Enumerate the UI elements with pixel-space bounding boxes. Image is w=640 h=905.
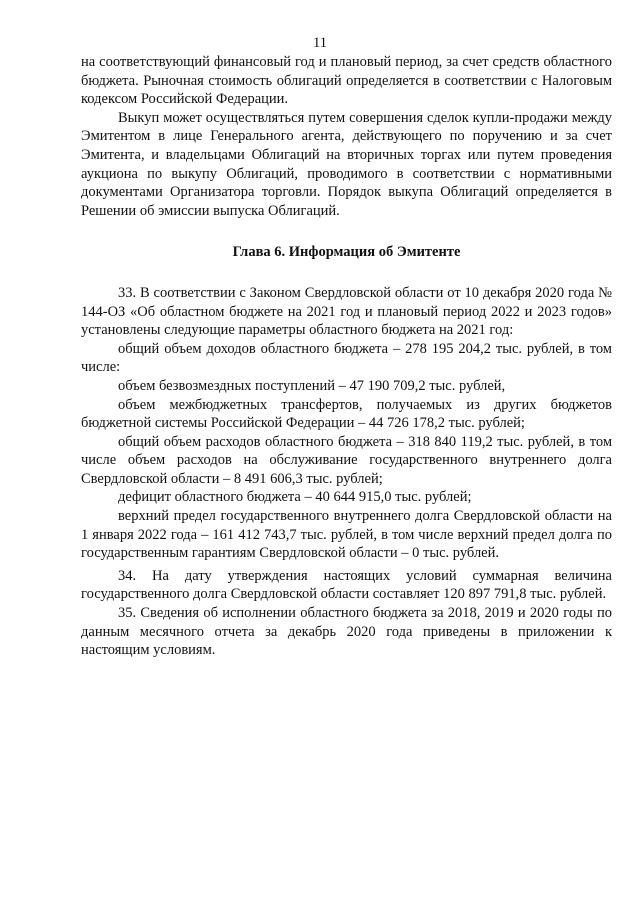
budget-transfers: объем межбюджетных трансфертов, получаемых из других бюджетов бюджетной системы Российской Федерации – 44 726 178,2 тыс. рублей;: [81, 396, 612, 432]
budget-deficit: дефицит областного бюджета – 40 644 915,0 тыс. рублей;: [118, 489, 472, 506]
budget-gratuitous-receipts: объем безвозмездных поступлений – 47 190 709,2 тыс. рублей,: [118, 377, 506, 394]
paragraph-redemption-cost: на соответствующий финансовый год и плановый период, за счет средств областного бюджета. Рыночная стоимость облигаций определяется в соответствии с Налоговым кодексом Российской Федерации.: [81, 54, 612, 108]
paragraph-33: 33. В соответствии с Законом Свердловской области от 10 декабря 2020 года № 144-ОЗ «Об областном бюджете на 2021 год и плановый период 2022 и 2023 годов» установлены следующие параметры областного бюджета на 2021 год:: [81, 284, 612, 339]
budget-income: общий объем доходов областного бюджета – 278 195 204,2 тыс. рублей, в том числе:: [81, 340, 612, 376]
document-body: [81, 53, 612, 660]
page-number: 11: [313, 35, 327, 51]
paragraph-34: 34. На дату утверждения настоящих условий суммарная величина государственного долга Свердловской области составляет 120 897 791,8 тыс. рублей.: [81, 567, 612, 603]
budget-expenses: общий объем расходов областного бюджета – 318 840 119,2 тыс. рублей, в том числе объем расходов на обслуживание государственного внутреннего долга Свердловской области – 8 491 606,3 тыс. рублей;: [81, 433, 612, 487]
paragraph-35: 35. Сведения об исполнении областного бюджета за 2018, 2019 и 2020 годы по данным месячного отчета за декабрь 2020 года приведены в приложении к настоящим условиям.: [81, 605, 612, 659]
budget-debt-limit: верхний предел государственного внутреннего долга Свердловской области на 1 января 2022 года – 161 412 743,7 тыс. рублей, в том числе верхний предел долга по государственным гарантиям Свердловской области – 0 тыс. рублей.: [81, 508, 612, 562]
paragraph-buyback: Выкуп может осуществляться путем совершения сделок купли-продажи между Эмитентом в лице Генерального агента, действующего по поручению и за счет Эмитента, и владельцами Облигаций на вторичных торгах или путем проведения аукциона по выкупу Облигаций, проводимого в соответствии с нормативными документами Организатора торговли. Порядок выкупа Облигаций определяется в Решении об эмиссии выпуска Облигаций.: [81, 109, 612, 219]
chapter-heading: Глава 6. Информация об Эмитенте: [232, 244, 461, 261]
